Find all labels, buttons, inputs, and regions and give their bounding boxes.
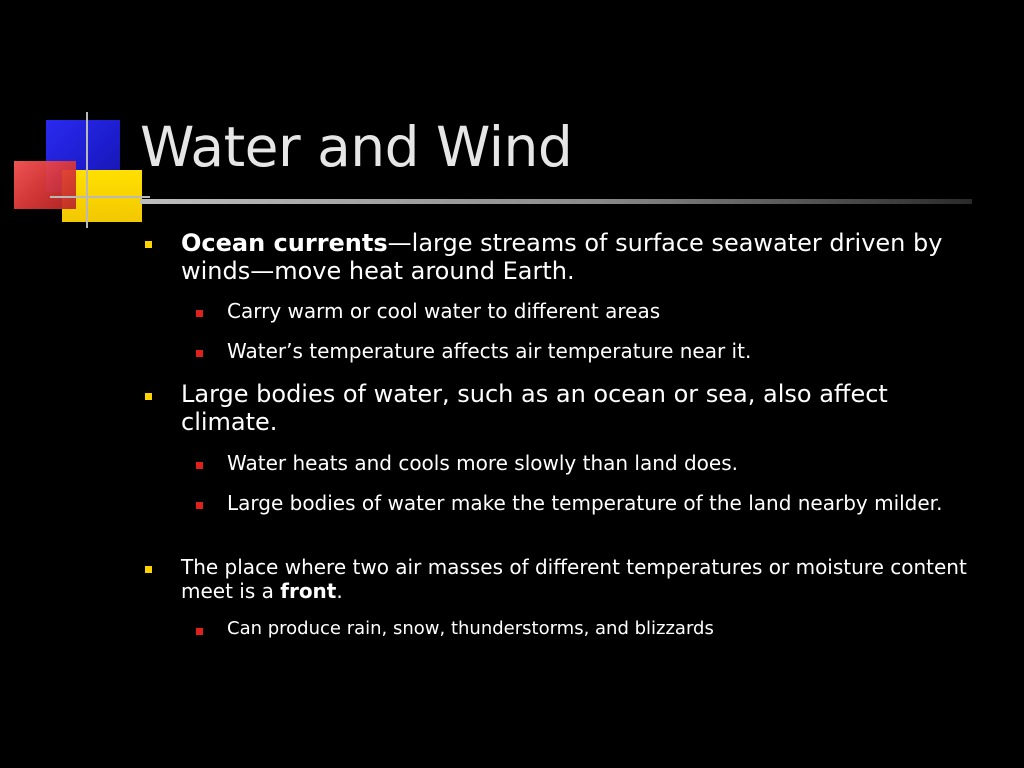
decorative-vertical-line bbox=[86, 112, 88, 228]
slide-title: Water and Wind bbox=[140, 115, 573, 179]
sub-list-item: Water heats and cools more slowly than land does. bbox=[227, 451, 738, 475]
list-item-large-bodies: Large bodies of water, such as an ocean or sea, also affect climate. bbox=[181, 380, 888, 436]
sub-bullet-marker bbox=[196, 310, 203, 317]
list-item-text: The place where two air masses of different temperatures or moisture content meet is a bbox=[181, 555, 967, 603]
list-item-text-end: . bbox=[336, 579, 343, 603]
title-underline bbox=[140, 199, 972, 204]
sub-bullet-marker bbox=[196, 502, 203, 509]
term-ocean-currents: Ocean currents bbox=[181, 229, 388, 257]
decorative-red-square bbox=[14, 161, 76, 209]
sub-bullet-marker bbox=[196, 462, 203, 469]
decorative-horizontal-line bbox=[50, 196, 150, 198]
sub-list-item: Can produce rain, snow, thunderstorms, and blizzards bbox=[227, 618, 714, 639]
bullet-marker bbox=[145, 241, 152, 248]
bullet-marker bbox=[145, 393, 152, 400]
sub-bullet-marker bbox=[196, 628, 203, 635]
sub-bullet-marker bbox=[196, 350, 203, 357]
term-front: front bbox=[280, 579, 337, 603]
list-item-front bbox=[181, 555, 981, 603]
bullet-marker bbox=[145, 566, 152, 573]
sub-list-item: Water’s temperature affects air temperature near it. bbox=[227, 339, 752, 363]
list-item-ocean-currents bbox=[181, 229, 981, 285]
sub-list-item: Large bodies of water make the temperature of the land nearby milder. bbox=[227, 491, 943, 515]
sub-list-item: Carry warm or cool water to different areas bbox=[227, 299, 661, 323]
list-item-text: —large streams of surface seawater driven by winds—move heat around Earth. bbox=[181, 229, 943, 285]
